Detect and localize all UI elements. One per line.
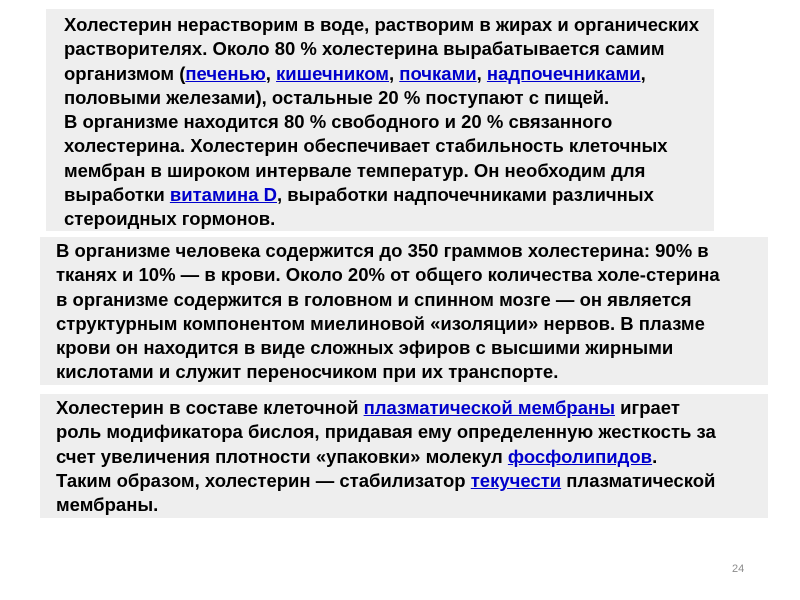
text-line: В организме человека содержится до 350 граммов холестерина: 90% в — [56, 240, 709, 261]
text-fragment: , выработки надпочечниками различных — [277, 184, 654, 206]
text-line: Холестерин нерастворим в воде, растворим в жирах и органических — [64, 14, 699, 35]
text-fragment: счет увеличения плотности «упаковки» молекул — [56, 445, 508, 467]
text-line: тканях и 10% — в крови. Около 20% от общего количества холе-стерина — [56, 264, 720, 286]
text-fragment: , — [476, 62, 487, 84]
link-intestine[interactable]: кишечником — [276, 62, 389, 84]
paragraph-synthesis — [48, 13, 708, 110]
text-block-membrane — [40, 394, 768, 518]
text-line: мембран в широком интервале температур. Он необходим для — [64, 159, 646, 181]
text-fragment: Холестерин в составе клеточной — [56, 397, 364, 418]
text-fragment: Таким образом, холестерин — стабилизатор — [56, 469, 471, 491]
text-line — [48, 62, 708, 86]
text-fragment: . — [652, 445, 658, 467]
text-block-distribution — [40, 237, 768, 385]
text-line: структурным компонентом миелиновой «изоляции» нервов. В плазме — [56, 312, 705, 334]
text-fragment: организмом ( — [64, 62, 186, 84]
paragraph-membrane-role — [40, 396, 768, 469]
paragraph-conclusion — [40, 469, 768, 518]
link-phospholipids[interactable]: фосфолипидов — [507, 445, 653, 467]
text-line: в организме содержится в головном и спинном мозге — он является — [56, 288, 692, 310]
link-vitamin-d[interactable]: витамина D — [169, 184, 277, 206]
text-fragment: плазматической — [561, 469, 716, 491]
text-line: половыми железами), остальные 20 % поступают с пищей. — [64, 86, 610, 108]
link-liver[interactable]: печенью — [185, 62, 266, 84]
link-kidneys[interactable]: почками — [399, 62, 477, 84]
text-line: стероидных гормонов. — [64, 208, 276, 230]
page-number: 24 — [732, 563, 745, 575]
text-fragment: выработки — [64, 184, 170, 206]
text-fragment: , — [640, 62, 646, 84]
paragraph-free-bound — [48, 110, 708, 231]
text-line: мембраны. — [56, 494, 159, 516]
link-plasma-membrane[interactable]: плазматической мембраны — [363, 397, 615, 418]
text-fragment: , — [388, 62, 400, 84]
text-line — [40, 396, 768, 420]
link-adrenals[interactable]: надпочечниками — [486, 62, 641, 84]
text-line: кислотами и служит переносчиком при их транспорте. — [56, 361, 559, 383]
link-fluidity[interactable]: текучести — [470, 469, 562, 491]
text-line: холестерина. Холестерин обеспечивает стабильность клеточных — [64, 135, 668, 157]
text-block-solubility — [46, 9, 714, 231]
text-line: В организме находится 80 % свободного и 20 % связанного — [64, 111, 613, 133]
text-line: крови он находится в виде сложных эфиров с высшими жирными — [56, 337, 674, 359]
text-fragment: играет — [615, 397, 680, 418]
text-line — [40, 445, 768, 469]
text-fragment: , — [265, 62, 277, 84]
text-line — [40, 469, 768, 493]
paragraph-distribution — [40, 239, 768, 385]
text-line — [48, 183, 708, 207]
text-line: растворителях. Около 80 % холестерина вырабатывается самим — [64, 38, 665, 60]
text-line: роль модификатора бислоя, придавая ему определенную жесткость за — [56, 421, 716, 443]
